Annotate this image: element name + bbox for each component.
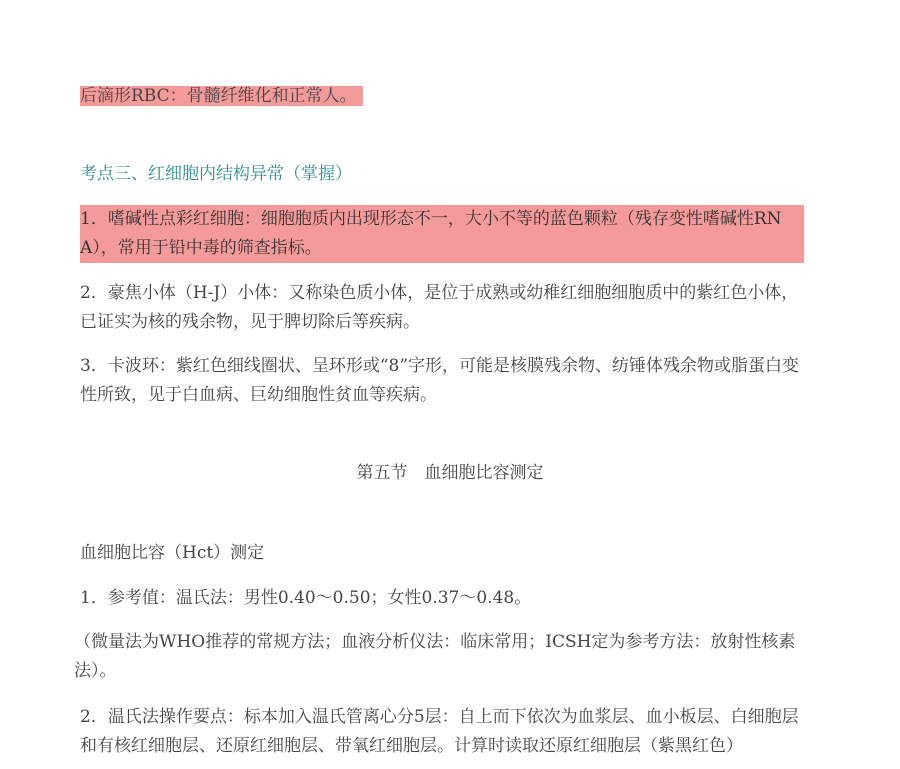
item-3-paragraph: 3．卡波环：紫红色细线圈状、呈环形或“8”字形，可能是核膜残余物、纺锤体残余物或脂蛋白变性所致，见于白血病、巨幼细胞性贫血等疾病。 [80, 356, 800, 405]
partial-highlighted-line [80, 86, 380, 106]
wintrobe-points: 2．温氏法操作要点：标本加入温氏管离心分5层：自上而下依次为血浆层、血小板层、白细胞层和有核红细胞层、还原红细胞层、带氧红细胞层。计算时读取还原红细胞层（紫黑红色） [80, 707, 799, 756]
item-1-text: 1．嗜碱性点彩红细胞：细胞胞质内出现形态不一，大小不等的蓝色颗粒（残存变性嗜碱性RNA），常用于铅中毒的筛查指标。 [80, 205, 804, 263]
highlighted-paragraph [80, 205, 804, 263]
section-heading: 考点三、红细胞内结构异常（掌握） [80, 164, 352, 184]
partial-bottom-paragraph [80, 703, 804, 769]
partial-top-text: 后滴形RBC：骨髓纤维化和正常人。 [80, 86, 363, 106]
hct-heading: 血细胞比容（Hct）测定 [80, 543, 265, 563]
reference-value: 1．参考值：温氏法：男性0.40～0.50；女性0.37～0.48。 [80, 588, 532, 608]
methods-paragraph: （微量法为WHO推荐的常规方法；血液分析仪法：临床常用；ICSH定为参考方法：放射性核素法）。 [74, 632, 796, 681]
item-2-paragraph: 2．豪焦小体（H-J）小体：又称染色质小体，是位于成熟或幼稚红细胞细胞质中的紫红色小体，已证实为核的残余物，见于脾切除后等疾病。 [80, 283, 799, 332]
chapter-title: 第五节 血细胞比容测定 [356, 463, 544, 483]
